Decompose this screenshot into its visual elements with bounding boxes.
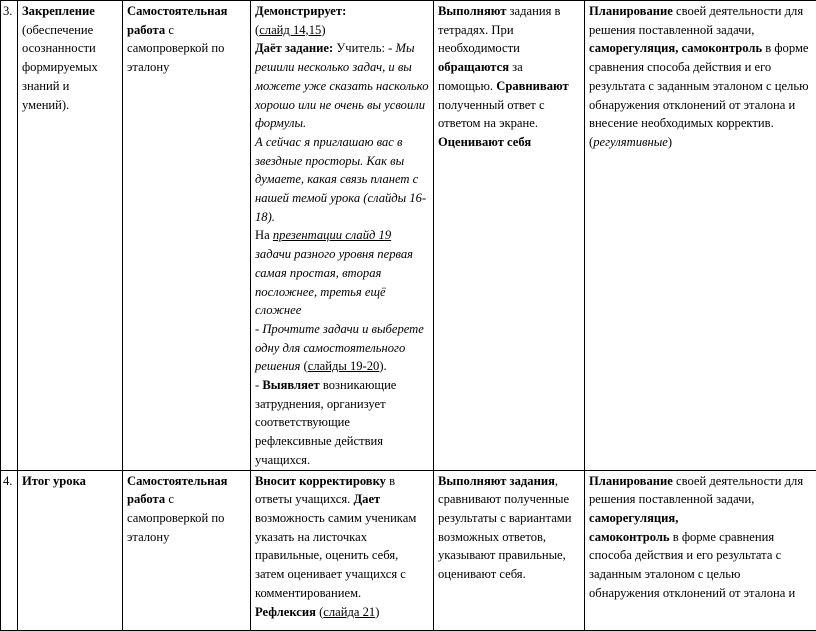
table-row <box>1 470 816 630</box>
student-activity-cell: Выполняют задания в тетрадях. При необходимости обращаются за помощью. Сравнивают полученный ответ с ответом на экране. Оценивают себя <box>434 1 585 471</box>
stage-cell <box>18 470 123 630</box>
stage-title: Закрепление <box>22 4 95 18</box>
uud-cell: Планирование своей деятельности для решения поставленной задачи, саморегуляция, самоконтроль в форме сравнения способа действия и его результата с заданным эталоном с целью обнаружения отклонений от эталона и <box>585 470 816 630</box>
slide-link[interactable]: слайд 14,15 <box>259 23 321 37</box>
method-cell: Самостоятельная работа с самопроверкой по эталону <box>123 470 251 630</box>
uud-cell: Планирование своей деятельности для решения поставленной задачи, саморегуляция, самоконтроль в форме сравнения способа действия и его результата с заданным эталоном с целью обнаружения отклонений от эталона и внесение необходимых корректив. (регулятивные) <box>585 1 816 471</box>
method-cell: Самостоятельная работа с самопроверкой по эталону <box>123 1 251 471</box>
slides-link[interactable]: слайды 19-20 <box>308 359 380 373</box>
teacher-activity-cell: Демонстрирует: (слайд 14,15) Даёт задание: Учитель: - Мы решили несколько задач, и вы можете уже сказать насколько хорошо или не очень вы усвоили формулы. А сейчас я приглашаю вас в звездные просторы. Как вы думаете, какая связь планет с нашей темой урока (слайды 16-18). На презентации слайд 19 задачи разного уровня первая самая простая, вторая посложнее, третья ещё сложнее - Прочтите задачи и выберете одну для самостоятельного решения (слайды 19-20). - Выявляет возникающие затруднения, организует соответствующие рефлексивные действия учащихся. <box>251 1 434 471</box>
presentation-link[interactable]: презентации слайд 19 <box>273 228 391 242</box>
stage-cell <box>18 1 123 471</box>
table-row <box>1 1 816 471</box>
row-number: 4. <box>1 470 18 630</box>
stage-title: Итог урока <box>22 474 86 488</box>
slide-link[interactable]: слайда 21 <box>323 605 375 619</box>
stage-description: (обеспечение осознанности формируемых знаний и умений). <box>22 23 98 112</box>
student-activity-cell: Выполняют задания, сравнивают полученные результаты с вариантами возможных ответов, указывают правильные, оценивают себя. <box>434 470 585 630</box>
row-number: 3. <box>1 1 18 471</box>
teacher-activity-cell: Вносит корректировку в ответы учащихся. Дает возможность самим ученикам указать на листочках правильные, оценить себя, затем оценивает учащихся с комментированием. Рефлексия (слайда 21) <box>251 470 434 630</box>
